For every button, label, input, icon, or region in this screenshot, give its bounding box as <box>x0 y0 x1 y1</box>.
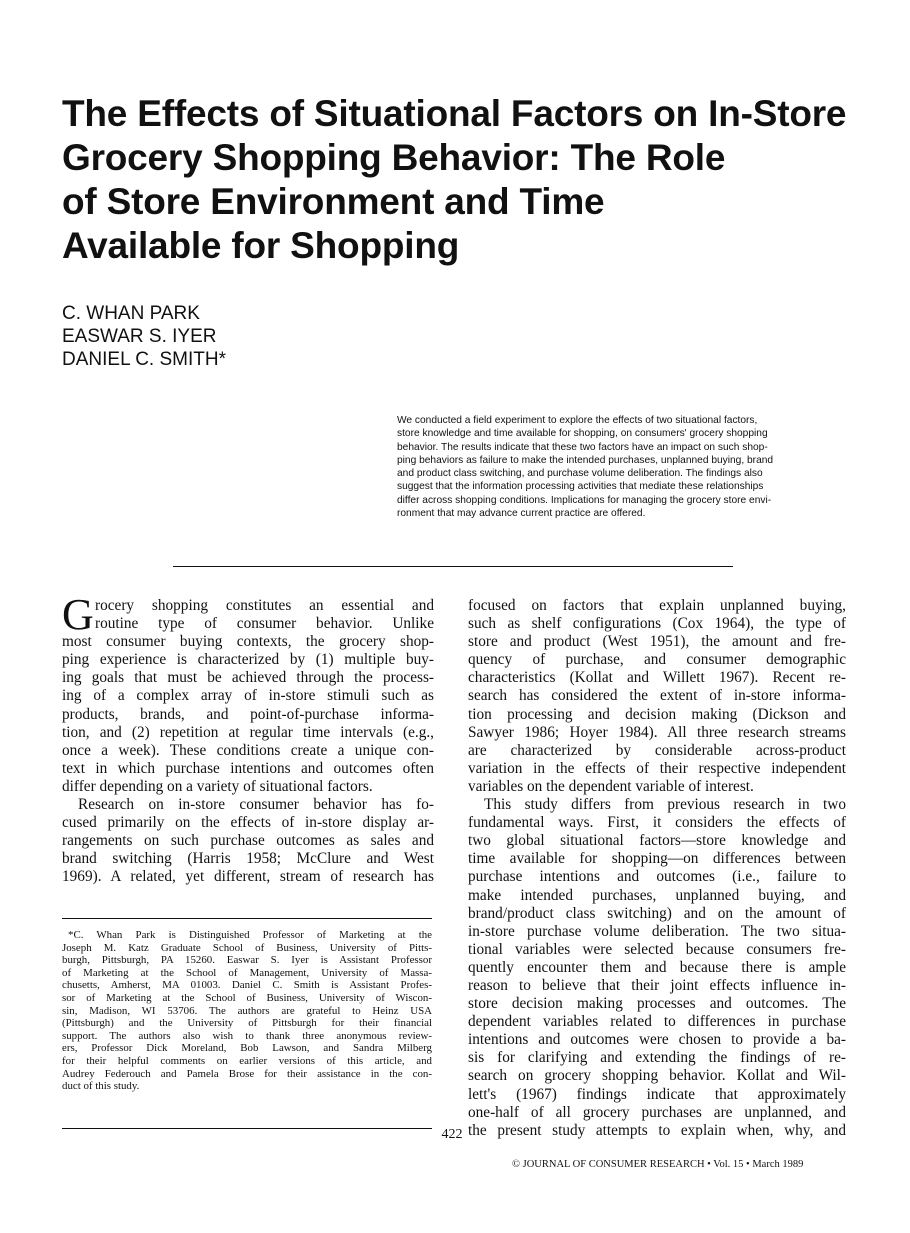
body-line: in-store purchase volume deliberation. The two situa- <box>468 922 846 940</box>
body-line: tion processing and decision making (Dickson and <box>468 705 846 723</box>
abstract-line: store knowledge and time available for shopping, on consumers' grocery shopping <box>397 428 768 440</box>
footnote-line: duct of this study. <box>62 1080 140 1093</box>
body-line: tion, and (2) repetition at regular time intervals (e.g., <box>62 723 434 741</box>
body-line: ing of a complex array of in-store stimuli such as <box>62 687 434 705</box>
title-line: Available for Shopping <box>62 225 460 266</box>
footnote-line: ers, Professor Dick Moreland, Bob Lawson, and Sandra Milberg <box>62 1042 432 1055</box>
body-line: brand switching (Harris 1958; McClure and West <box>62 850 434 868</box>
abstract-line: behavior. The results indicate that these two factors have an impact on such shop- <box>397 441 768 453</box>
body-line: rangements on such purchase outcomes as sales and <box>62 832 434 850</box>
footnote-divider <box>62 918 432 919</box>
footnote-line: for their helpful comments on earlier versions of this article, and <box>62 1054 432 1067</box>
body-line: quency of purchase, and consumer demographic <box>468 651 846 669</box>
body-line: one-half of all grocery purchases are unplanned, and <box>468 1103 846 1121</box>
footnote-line: (Pittsburgh) and the University of Pittsburgh for their financial <box>62 1017 432 1030</box>
footnote-line: burgh, Pittsburgh, PA 15260. Easwar S. Iyer is Assistant Professor <box>62 954 432 967</box>
body-line: Sawyer 1986; Hoyer 1984). All three research streams <box>468 723 846 741</box>
abstract-line: and product class switching, and purchase volume deliberation. The findings also <box>397 468 763 480</box>
body-line: two global situational factors—store knowledge and <box>468 832 846 850</box>
body-line: most consumer buying contexts, the grocery shop- <box>62 633 434 651</box>
body-line: ing goals that must be achieved through the process- <box>62 669 434 687</box>
body-line: differ depending on a variety of situational factors. <box>62 777 373 795</box>
abstract-line: differ across shopping conditions. Implications for managing the grocery store envi- <box>397 494 772 506</box>
author-footnote <box>62 929 432 1093</box>
body-line: quently encounter them and because there is ample <box>468 958 846 976</box>
body-line: ping experience is characterized by (1) multiple buy- <box>62 651 434 669</box>
body-line: store decision making processes and outcomes. The <box>468 995 846 1013</box>
body-line: intentions and outcomes were chosen to provide a ba- <box>468 1031 846 1049</box>
author-name: C. WHAN PARK <box>62 303 200 324</box>
drop-cap: G <box>62 590 94 639</box>
footnote-end-divider <box>62 1128 432 1129</box>
body-line: sis for clarifying and extending the findings of re- <box>468 1049 846 1067</box>
body-line: search has considered the extent of in-store informa- <box>468 687 846 705</box>
body-line: are characterized by considerable across-product <box>468 741 846 759</box>
body-line: text in which purchase intentions and outcomes often <box>62 759 434 777</box>
body-line: cused primarily on the effects of in-store display ar- <box>62 814 434 832</box>
abstract-line: ronment that may advance current practice are offered. <box>397 508 646 520</box>
footnote-line: sin, Madison, WI 53706. The authors are grateful to Heinz USA <box>62 1004 432 1017</box>
article-title <box>62 92 862 268</box>
footnote-line: Joseph M. Katz Graduate School of Business, University of Pitts- <box>62 941 432 954</box>
journal-citation: © JOURNAL OF CONSUMER RESEARCH • Vol. 15 • March 1989 <box>512 1159 804 1170</box>
body-line: routine type of consumer behavior. Unlike <box>95 615 434 633</box>
abstract <box>397 414 849 520</box>
body-line: once a week). These conditions create a unique con- <box>62 741 434 759</box>
footnote-line: sor of Marketing at the School of Business, University of Wiscon- <box>62 991 432 1004</box>
body-line: tional variables were selected because consumers fre- <box>468 940 846 958</box>
author-name: EASWAR S. IYER <box>62 326 217 347</box>
body-line: purchase intentions and outcomes (i.e., failure to <box>468 868 846 886</box>
footnote-line: support. The authors also wish to thank three anonymous review- <box>62 1029 432 1042</box>
body-column-left <box>62 590 434 887</box>
title-line: Grocery Shopping Behavior: The Role <box>62 137 726 178</box>
footnote-line: *C. Whan Park is Distinguished Professor of Marketing at the <box>68 929 432 941</box>
abstract-line: suggest that the information processing activities that mediate these relationships <box>397 481 764 493</box>
body-line: products, brands, and point-of-purchase informa- <box>62 705 434 723</box>
body-line: 1969). A related, yet different, stream of research has <box>62 868 434 886</box>
title-line: The Effects of Situational Factors on In-Store <box>62 93 847 134</box>
body-line: variation in the effects of their respective independent <box>468 759 846 777</box>
footnote-line: chusetts, Amherst, MA 01003. Daniel C. Smith is Assistant Profes- <box>62 979 432 992</box>
footnote-line: Audrey Federouch and Pamela Brose for their assistance in the con- <box>62 1067 432 1080</box>
body-line: fundamental ways. First, it considers the effects of <box>468 814 846 832</box>
body-line: reason to believe that their joint effects influence in- <box>468 976 846 994</box>
abstract-line: ping behaviors as failure to make the intended purchases, unplanned buying, brand <box>397 454 774 466</box>
author-name: DANIEL C. SMITH* <box>62 349 226 370</box>
author-list <box>62 302 226 371</box>
body-line: rocery shopping constitutes an essential and <box>95 597 434 614</box>
body-line: brand/product class switching) and on the amount of <box>468 904 846 922</box>
body-line: store and product (West 1951), the amount and fre- <box>468 633 846 651</box>
footnote-line: of Marketing at the School of Management, University of Massa- <box>62 966 432 979</box>
page-number: 422 <box>441 1127 463 1142</box>
body-line: time available for shopping—on differences between <box>468 850 846 868</box>
body-line: the present study attempts to explain when, why, and <box>468 1121 846 1139</box>
section-divider <box>173 566 733 567</box>
abstract-line: We conducted a field experiment to explore the effects of two situational factors, <box>397 415 758 426</box>
body-line: lett's (1967) findings indicate that approximately <box>468 1085 846 1103</box>
body-line: characteristics (Kollat and Willett 1967). Recent re- <box>468 669 846 687</box>
body-line: Research on in-store consumer behavior has fo- <box>78 796 434 814</box>
body-line: dependent variables related to differences in purchase <box>468 1013 846 1031</box>
title-line: of Store Environment and Time <box>62 181 605 222</box>
body-line: such as shelf configurations (Cox 1964), the type of <box>468 615 846 633</box>
body-line: variables on the dependent variable of interest. <box>468 777 754 795</box>
body-line: make intended purchases, unplanned buying, and <box>468 886 846 904</box>
body-line: focused on factors that explain unplanned buying, <box>468 597 846 614</box>
body-line: This study differs from previous research in two <box>484 796 846 814</box>
body-column-right <box>468 597 846 1140</box>
body-line: search on grocery shopping behavior. Kollat and Wil- <box>468 1067 846 1085</box>
